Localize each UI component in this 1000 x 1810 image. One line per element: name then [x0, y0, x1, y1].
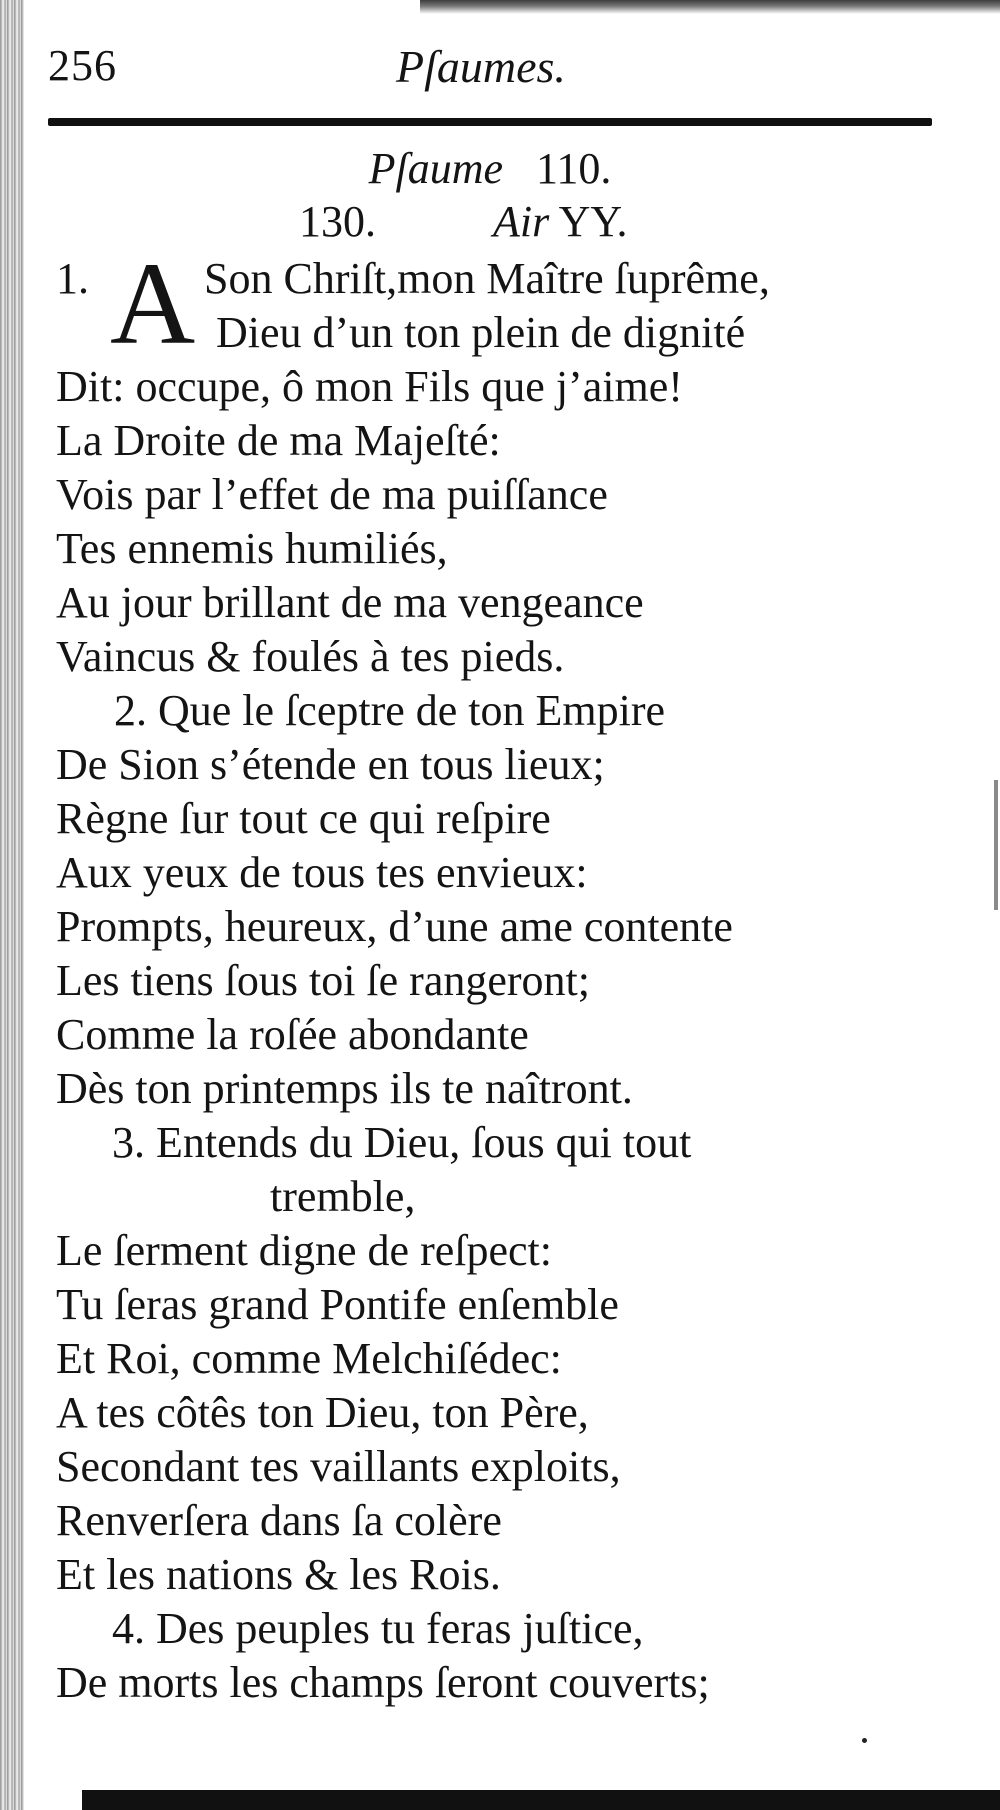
ink-speck — [862, 1738, 867, 1743]
page-top-edge — [420, 0, 1000, 14]
verse-line: Les tiens ſous toi ſe rangeront; — [56, 956, 590, 1005]
verse-line: Vois par l’effet de ma puiſſance — [56, 470, 608, 519]
footer-rule — [82, 1790, 1000, 1810]
stanza-1-line-1: Son Chriſt,mon Maître ſuprême, — [204, 254, 770, 303]
verse-line: Tu ſeras grand Pontife enſemble — [56, 1280, 619, 1329]
stanza-4-first-line: 4. Des peuples tu feras juſtice, — [112, 1604, 644, 1653]
stanza-1-number: 1. — [56, 254, 89, 303]
stanza-2-first-line: 2. Que le ſceptre de ton Empire — [114, 686, 666, 735]
tune-air — [493, 196, 628, 248]
stanza-1-line-2: Dieu d’un ton plein de dignité — [216, 308, 746, 357]
verse-line: Comme la roſée abondante — [56, 1010, 529, 1059]
verse-line: Tes ennemis humiliés, — [56, 524, 448, 573]
running-title: Pſaumes. — [396, 41, 566, 92]
verse-line: Au jour brillant de ma vengeance — [56, 578, 644, 627]
verse-line: Aux yeux de tous tes envieux: — [56, 848, 588, 897]
verse-line: Dès ton printemps ils te naîtront. — [56, 1064, 633, 1113]
verse-line: De morts les champs ſeront couverts; — [56, 1658, 710, 1707]
header-rule — [48, 118, 932, 126]
psalm-word: Pſaume — [368, 144, 504, 193]
air-word: Air — [493, 197, 550, 246]
verse-line: Renverſera dans ſa colère — [56, 1496, 502, 1545]
stanza-3-first-line: 3. Entends du Dieu, ſous qui tout — [112, 1118, 692, 1167]
verse-line: A tes côtês ton Dieu, ton Père, — [56, 1388, 589, 1437]
verse-line: Prompts, heureux, d’une ame contente — [56, 902, 733, 951]
book-gutter — [0, 0, 24, 1810]
psalm-heading — [48, 142, 932, 196]
running-head — [48, 40, 930, 100]
verse-line: Règne ſur tout ce qui reſpire — [56, 794, 551, 843]
verse-line: De Sion s’étende en tous lieux; — [56, 740, 605, 789]
verse-line: Vaincus & foulés à tes pieds. — [56, 632, 565, 681]
verse-line: Dit: occupe, ô mon Fils que j’aime! — [56, 362, 683, 411]
psalm-number: 110. — [536, 144, 612, 193]
tune-number: 130. — [299, 197, 376, 246]
stanza-1-opening — [56, 238, 936, 369]
air-name: YY. — [558, 197, 628, 246]
verse-line: Le ſerment digne de reſpect: — [56, 1226, 552, 1275]
verse-line: Et Roi, comme Melchiſédec: — [56, 1334, 562, 1383]
drop-cap: A — [110, 238, 196, 369]
verse-line: Secondant tes vaillants exploits, — [56, 1442, 621, 1491]
page-edge-mark — [994, 780, 998, 910]
verse-line: La Droite de ma Majeſté: — [56, 416, 501, 465]
page-number: 256 — [48, 41, 117, 90]
verse-line: Et les nations & les Rois. — [56, 1550, 501, 1599]
stanza-3-runover: tremble, — [270, 1172, 416, 1221]
psalm-text — [56, 238, 936, 1710]
